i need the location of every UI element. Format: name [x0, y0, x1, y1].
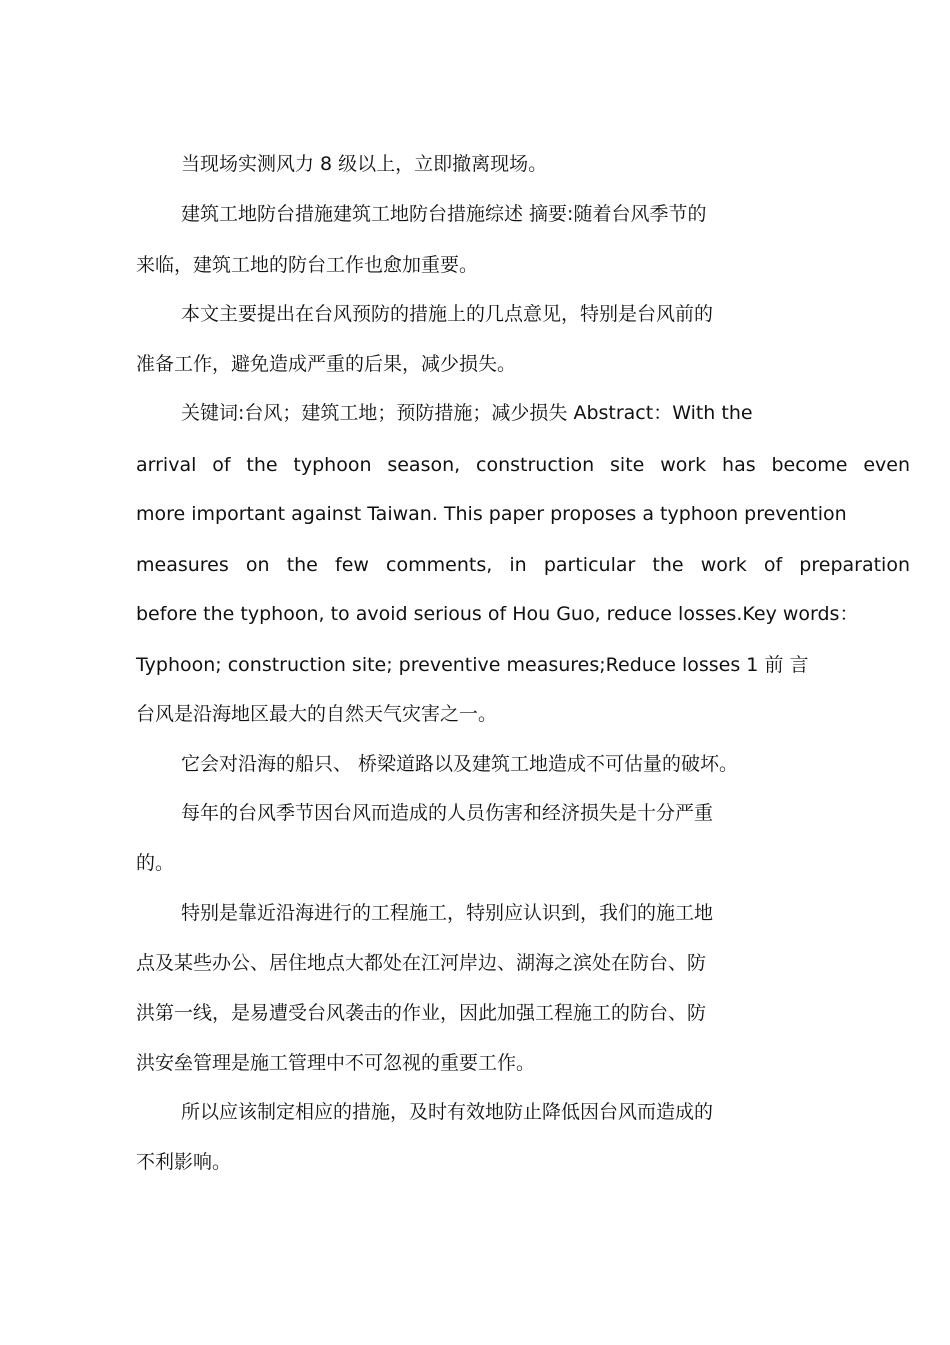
- text-line: 来临，建筑工地的防台工作也愈加重要。: [136, 254, 479, 276]
- text-line: 特别是靠近沿海进行的工程施工，特别应认识到，我们的施工地: [181, 902, 714, 924]
- text-line: measures on the few comments, in particular the work of preparation: [136, 554, 910, 576]
- text-line: 的。: [136, 852, 175, 874]
- text-line: 当现场实测风力 8 级以上，立即撤离现场。: [181, 153, 548, 175]
- text-line: 它会对沿海的船只、 桥梁道路以及建筑工地造成不可估量的破坏。: [181, 753, 739, 775]
- text-line: 关键词:台风；建筑工地；预防措施；减少损失 Abstract：With the: [181, 402, 753, 424]
- text-line: before the typhoon, to avoid serious of Hou Guo, reduce losses.Key words：: [136, 603, 859, 625]
- text-line: 建筑工地防台措施建筑工地防台措施综述 摘要:随着台风季节的: [181, 203, 707, 225]
- text-line: 准备工作，避免造成严重的后果，减少损失。: [136, 353, 517, 375]
- text-line: 点及某些办公、居住地点大都处在江河岸边、湖海之滨处在防台、防: [136, 952, 707, 974]
- text-line: Typhoon; construction site; preventive measures;Reduce losses 1 前 言: [136, 654, 809, 676]
- text-line: 洪第一线，是易遭受台风袭击的作业，因此加强工程施工的防台、防: [136, 1002, 707, 1024]
- text-line: arrival of the typhoon season, construction site work has become even: [136, 454, 910, 476]
- text-line: 洪安垒管理是施工管理中不可忽视的重要工作。: [136, 1052, 536, 1074]
- text-line: more important against Taiwan. This paper proposes a typhoon prevention: [136, 503, 847, 525]
- text-line: 台风是沿海地区最大的自然天气灾害之一。: [136, 703, 498, 725]
- text-line: 每年的台风季节因台风而造成的人员伤害和经济损失是十分严重: [181, 802, 714, 824]
- text-line: 本文主要提出在台风预防的措施上的几点意见，特别是台风前的: [181, 303, 714, 325]
- text-line: 所以应该制定相应的措施，及时有效地防止降低因台风而造成的: [181, 1101, 714, 1123]
- text-line: 不利影响。: [136, 1151, 232, 1173]
